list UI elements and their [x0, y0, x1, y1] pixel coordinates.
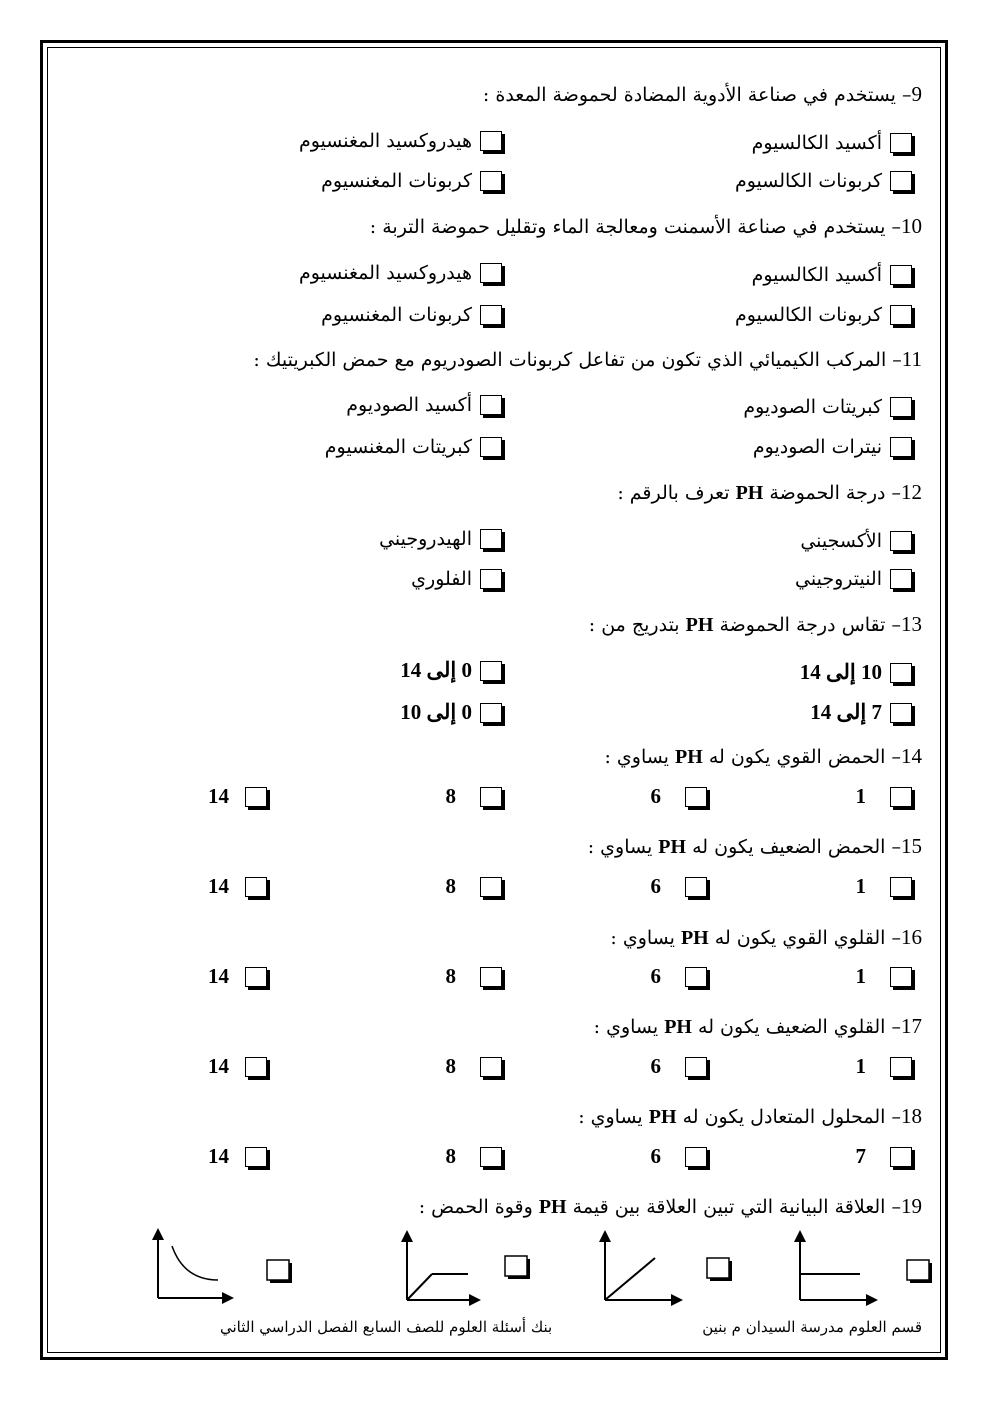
option-label: كربونات الكالسيوم [734, 170, 882, 192]
question-number: 11 [901, 347, 922, 371]
graph-option-1[interactable] [800, 1236, 931, 1300]
option-label: 6 [650, 1054, 661, 1078]
option-10d[interactable] [321, 304, 502, 326]
checkbox[interactable] [480, 395, 502, 415]
option-label: الهيدروجيني [379, 528, 472, 550]
ph-label: PH [648, 1106, 677, 1128]
option-10a[interactable] [752, 264, 912, 286]
question-16 [610, 925, 922, 950]
option-13c[interactable] [810, 700, 912, 725]
footer-left: بنك أسئلة العلوم للصف السابع الفصل الدراسي الثاني [220, 1318, 553, 1336]
option-label: 14 [208, 874, 229, 898]
option-11c[interactable] [753, 436, 912, 458]
question-number: 16 [901, 925, 922, 949]
option-label: 14 [208, 964, 229, 988]
checkbox[interactable] [685, 967, 707, 987]
question-number: 18 [901, 1104, 922, 1128]
option-16b[interactable] [651, 964, 708, 989]
question-text: يساوي : [604, 746, 669, 768]
checkbox[interactable] [890, 133, 912, 153]
option-16a[interactable] [856, 964, 913, 989]
question-text: يساوي : [587, 836, 653, 858]
option-label: أكسيد الكالسيوم [751, 132, 882, 154]
checkbox[interactable] [480, 437, 502, 457]
option-label: هيدروكسيد المغنسيوم [298, 130, 472, 152]
checkbox[interactable] [480, 877, 502, 897]
checkbox[interactable] [685, 787, 707, 807]
option-label: كربونات المغنسيوم [321, 304, 472, 326]
ph-label: PH [664, 1016, 692, 1038]
question-18 [578, 1104, 922, 1129]
option-10c[interactable] [735, 304, 912, 326]
checkbox[interactable] [890, 569, 912, 589]
question-text: – الحمض الضعيف يكون له [692, 836, 901, 858]
checkbox[interactable] [245, 877, 267, 897]
option-label: 8 [445, 1144, 456, 1168]
question-text: يساوي : [610, 927, 675, 949]
question-text: – القلوي الضعيف يكون له [698, 1016, 901, 1038]
question-15 [588, 834, 922, 859]
option-label: 8 [445, 874, 456, 898]
checkbox[interactable] [890, 437, 912, 457]
checkbox[interactable] [245, 967, 267, 987]
question-19 [419, 1194, 922, 1219]
option-label: كربونات المغنسيوم [321, 170, 472, 192]
option-label: 14 [208, 1144, 229, 1168]
option-label: 1 [855, 1054, 866, 1078]
question-text: – المركب الكيميائي الذي تكون من تفاعل كربونات الصودريوم مع حمض الكبريتيك : [253, 349, 902, 371]
question-text: – العلاقة البيانية التي تبين العلاقة بين قيمة [572, 1196, 901, 1218]
checkbox[interactable] [480, 967, 502, 987]
checkbox[interactable] [685, 1057, 707, 1077]
option-9c[interactable] [735, 170, 912, 192]
option-label: 14 [208, 1054, 229, 1078]
question-text: – المحلول المتعادل يكون له [682, 1106, 901, 1128]
option-label: هيدروكسيد المغنسيوم [298, 262, 472, 284]
question-text: – درجة الحموضة [769, 482, 901, 504]
checkbox[interactable] [890, 265, 912, 285]
option-15c[interactable] [446, 874, 503, 899]
option-label: الفلوري [411, 568, 472, 590]
option-label: 1 [855, 874, 866, 898]
option-label: 14 [208, 784, 229, 808]
checkbox[interactable] [890, 397, 912, 417]
option-label: 6 [650, 1144, 661, 1168]
option-13d[interactable] [400, 700, 502, 725]
question-text: بتدريج من : [588, 614, 680, 636]
checkbox[interactable] [245, 1057, 267, 1077]
question-number: 17 [901, 1014, 922, 1038]
option-9b[interactable] [299, 130, 502, 152]
footer-right: قسم العلوم مدرسة السيدان م بنين [702, 1318, 922, 1336]
option-14c[interactable] [446, 784, 503, 809]
checkbox[interactable] [685, 1147, 707, 1167]
option-9a[interactable] [752, 132, 912, 154]
option-label: 6 [650, 784, 661, 808]
checkbox[interactable] [907, 1260, 929, 1280]
question-text: – يستخدم في صناعة الأدوية المضادة لحموضة المعدة : [482, 84, 912, 106]
checkbox[interactable] [480, 263, 502, 283]
option-9d[interactable] [321, 170, 502, 192]
question-number: 9 [911, 82, 922, 106]
checkbox[interactable] [505, 1256, 527, 1276]
question-9 [483, 82, 922, 107]
option-14b[interactable] [651, 784, 708, 809]
option-label: كربونات الكالسيوم [734, 304, 882, 326]
checkbox[interactable] [245, 1147, 267, 1167]
question-number: 14 [901, 744, 922, 768]
option-18b[interactable] [651, 1144, 708, 1169]
checkbox[interactable] [480, 171, 502, 191]
option-label: 8 [445, 784, 456, 808]
checkbox[interactable] [480, 787, 502, 807]
checkbox[interactable] [267, 1260, 289, 1280]
option-15a[interactable] [856, 874, 913, 899]
checkbox[interactable] [890, 877, 912, 897]
checkbox[interactable] [480, 131, 502, 151]
checkbox[interactable] [480, 661, 502, 681]
checkbox[interactable] [707, 1258, 729, 1278]
option-12d[interactable] [411, 568, 502, 590]
option-label: نيترات الصوديوم [752, 436, 882, 458]
checkbox[interactable] [890, 703, 912, 723]
option-label: 8 [445, 964, 456, 988]
option-label: النيتروجيني [795, 568, 882, 590]
question-text: يساوي : [593, 1016, 659, 1038]
option-label: 1 [855, 964, 866, 988]
checkbox[interactable] [890, 787, 912, 807]
checkbox[interactable] [890, 967, 912, 987]
option-12c[interactable] [795, 568, 912, 590]
question-text: تعرف بالرقم : [617, 482, 730, 504]
question-11 [253, 347, 922, 372]
checkbox[interactable] [480, 1147, 502, 1167]
question-14 [604, 744, 922, 769]
option-10b[interactable] [299, 262, 502, 284]
option-label: 10 إلى 14 [799, 660, 882, 684]
ph-label: PH [675, 746, 703, 768]
question-text: – القلوي القوي يكون له [714, 927, 901, 949]
checkbox[interactable] [480, 569, 502, 589]
option-label: 6 [650, 874, 661, 898]
checkbox[interactable] [890, 531, 912, 551]
checkbox[interactable] [685, 877, 707, 897]
question-number: 13 [901, 612, 922, 636]
question-number: 12 [901, 480, 922, 504]
ph-label: PH [680, 927, 709, 949]
option-18a[interactable] [856, 1144, 913, 1169]
checkbox[interactable] [890, 171, 912, 191]
graph-options [150, 1228, 940, 1308]
question-12 [617, 480, 922, 505]
question-text: – الحمض القوي يكون له [708, 746, 901, 768]
checkbox[interactable] [480, 529, 502, 549]
option-18d[interactable] [208, 1144, 267, 1169]
question-number: 15 [901, 834, 922, 858]
question-10 [370, 214, 922, 239]
option-label: أكسيد الصوديوم [346, 394, 472, 416]
ph-label: PH [685, 614, 714, 636]
option-17a[interactable] [856, 1054, 913, 1079]
option-13b[interactable] [400, 658, 502, 683]
option-11d[interactable] [325, 436, 502, 458]
checkbox[interactable] [480, 305, 502, 325]
option-16d[interactable] [208, 964, 267, 989]
option-16c[interactable] [446, 964, 503, 989]
option-15d[interactable] [208, 874, 267, 899]
option-label: كبريتات الصوديوم [743, 396, 882, 418]
question-text: وقوة الحمض : [418, 1196, 533, 1218]
option-11b[interactable] [346, 394, 502, 416]
option-14d[interactable] [208, 784, 267, 809]
option-label: 0 إلى 14 [400, 658, 472, 682]
option-14a[interactable] [856, 784, 913, 809]
question-text: – تقاس درجة الحموضة [719, 614, 901, 636]
graph-option-2[interactable] [605, 1236, 731, 1300]
graph-option-4[interactable] [158, 1234, 291, 1298]
question-number: 19 [901, 1194, 922, 1218]
ph-label: PH [538, 1196, 567, 1218]
checkbox[interactable] [890, 663, 912, 683]
ph-label: PH [735, 482, 764, 504]
checkbox[interactable] [245, 787, 267, 807]
checkbox[interactable] [480, 1057, 502, 1077]
option-12b[interactable] [379, 528, 502, 550]
option-15b[interactable] [651, 874, 708, 899]
option-13a[interactable] [800, 660, 912, 685]
option-12a[interactable] [800, 530, 912, 552]
graph-option-3[interactable] [407, 1236, 529, 1300]
checkbox[interactable] [890, 1057, 912, 1077]
question-13 [589, 612, 922, 637]
checkbox[interactable] [890, 1147, 912, 1167]
checkbox[interactable] [480, 703, 502, 723]
option-label: 6 [650, 964, 661, 988]
option-label: كبريتات المغنسيوم [324, 436, 472, 458]
option-label: 1 [855, 784, 866, 808]
option-label: 0 إلى 10 [400, 700, 472, 724]
question-number: 10 [901, 214, 922, 238]
checkbox[interactable] [890, 305, 912, 325]
ph-label: PH [658, 836, 687, 858]
option-label: 8 [445, 1054, 456, 1078]
option-label: 7 إلى 14 [810, 700, 882, 724]
option-17b[interactable] [651, 1054, 708, 1079]
option-17c[interactable] [446, 1054, 503, 1079]
option-11a[interactable] [743, 396, 912, 418]
option-17d[interactable] [208, 1054, 267, 1079]
option-label: أكسيد الكالسيوم [751, 264, 882, 286]
option-label: الأكسجيني [800, 530, 882, 552]
question-text: – يستخدم في صناعة الأسمنت ومعالجة الماء وتقليل حموضة التربة : [369, 216, 901, 238]
option-label: 7 [855, 1144, 866, 1168]
option-18c[interactable] [446, 1144, 503, 1169]
question-text: يساوي : [578, 1106, 643, 1128]
question-17 [594, 1014, 922, 1039]
